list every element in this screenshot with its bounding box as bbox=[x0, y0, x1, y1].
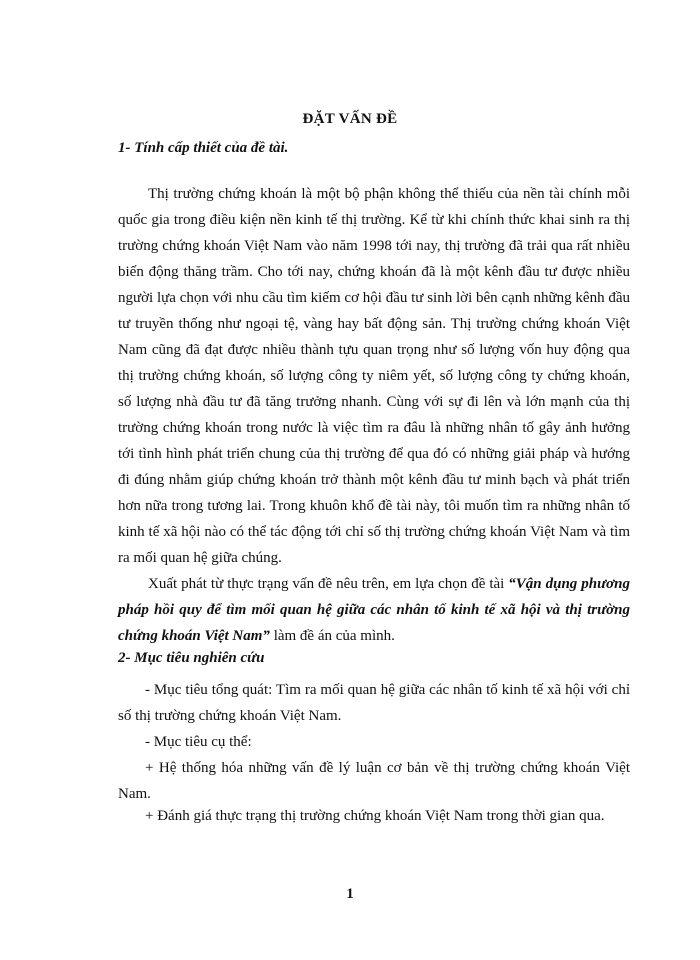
section-heading-objectives: 2- Mục tiêu nghiên cứu bbox=[118, 650, 265, 666]
paragraph-urgency: Thị trường chứng khoán là một bộ phận không thể thiếu của nền tài chính mỗi quốc gia trong điều kiện nền kinh tế thị trường. Kể từ khi chính thức khai sinh ra thị trường chứng khoán Việt Nam vào năm 1998 tới nay, thị trường đã trải qua rất nhiều biến động thăng trầm. Cho tới nay, chứng khoán đã là một kênh đầu tư được nhiều người lựa chọn với nhu cầu tìm kiếm cơ hội đầu tư sinh lời bên cạnh những kênh đầu tư truyền thống như ngoại tệ, vàng hay bất động sản. Thị trường chứng khoán Việt Nam cũng đã đạt được nhiều thành tựu quan trọng như số lượng vốn huy động qua thị trường chứng khoán, số lượng công ty niêm yết, số lượng công ty chứng khoán, số lượng nhà đầu tư đã tăng trưởng nhanh. Cùng với sự đi lên và lớn mạnh của thị trường chứng khoán trong nước là việc tìm ra đâu là những nhân tố gây ảnh hưởng tới tình hình phát triển chung của thị trường để qua đó có những giải pháp và hướng đi đúng nhằm giúp chứng khoán trở thành một kênh đầu tư minh bạch và phát triển hơn nữa trong tương lai. Trong khuôn khổ đề tài này, tôi muốn tìm ra những nhân tố kinh tế xã hội nào có thể tác động tới chỉ số thị trường chứng khoán Việt Nam và tìm ra mối quan hệ giữa chúng. bbox=[118, 186, 630, 566]
document-title: ĐẶT VẤN ĐỀ bbox=[302, 111, 398, 127]
section-heading-urgency: 1- Tính cấp thiết của đề tài. bbox=[118, 140, 289, 156]
paragraph-topic-title: “Vận dụng phương pháp hồi quy để tìm mối quan hệ giữa các nhân tố kinh tế xã hội và thị trường chứng khoán Việt Nam” bbox=[118, 576, 630, 644]
objective-specific-item-2: + Đánh giá thực trạng thị trường chứng khoán Việt Nam trong thời gian qua. bbox=[145, 808, 605, 824]
objective-specific-label: - Mục tiêu cụ thể: bbox=[145, 734, 252, 750]
objective-specific-item-1: + Hệ thống hóa những vấn đề lý luận cơ bản về thị trường chứng khoán Việt Nam. bbox=[118, 760, 630, 802]
objective-general: - Mục tiêu tổng quát: Tìm ra mối quan hệ giữa các nhân tố kinh tế xã hội với chỉ số thị trường chứng khoán Việt Nam. bbox=[118, 682, 630, 724]
paragraph-topic-selection bbox=[118, 571, 630, 649]
page-number: 1 bbox=[346, 886, 354, 902]
paragraph-topic-prefix: Xuất phát từ thực trạng vấn đề nêu trên, em lựa chọn đề tài bbox=[148, 576, 509, 592]
paragraph-topic-suffix: làm đề án của mình. bbox=[269, 628, 395, 644]
